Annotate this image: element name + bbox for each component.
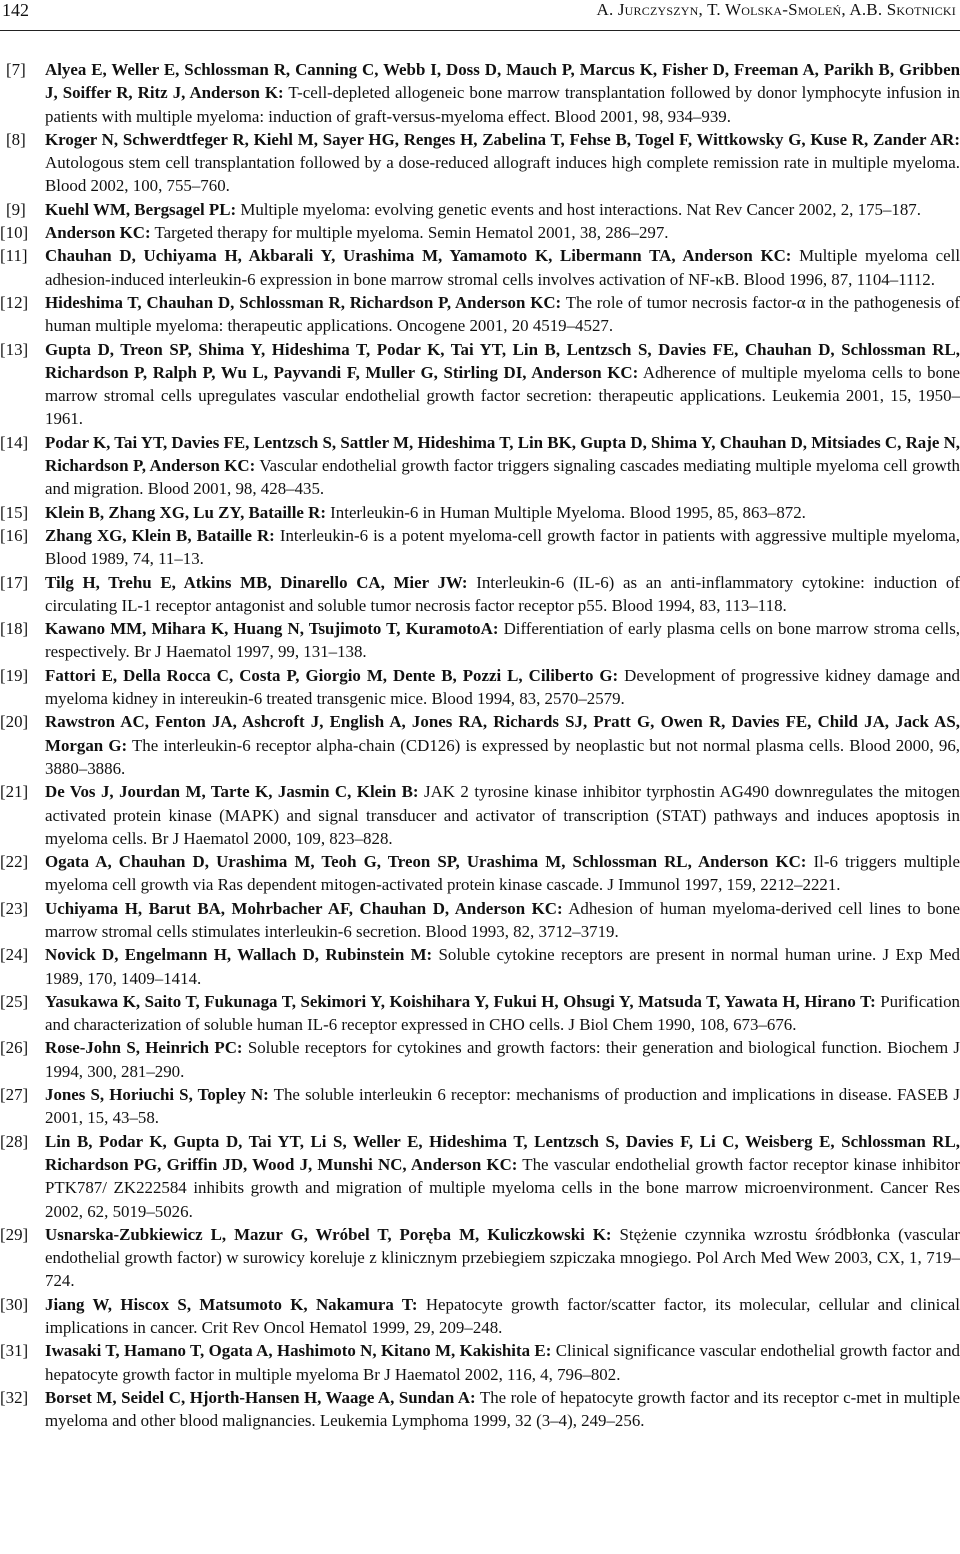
reference-number: [7] (6, 60, 26, 79)
reference-entry (0, 943, 960, 990)
reference-entry (0, 1386, 960, 1433)
reference-authors: Borset M, Seidel C, Hjorth-Hansen H, Waage A, Sundan A: (45, 1387, 476, 1407)
reference-text: Autologous stem cell transplantation followed by a dose-reduced allograft induces high complete remission rate in multiple myeloma. Blood 2002, 100, 755–760. (45, 153, 960, 196)
reference-text: Development of progressive kidney damage and myeloma kidney in intereukin-6 treated transgenic mice. Blood 1994, 83, 2570–2579. (45, 665, 960, 709)
reference-authors: Uchiyama H, Barut BA, Mohrbacher AF, Chauhan D, Anderson KC: (45, 898, 563, 918)
reference-entry (0, 128, 960, 198)
reference-authors: Jones S, Horiuchi S, Topley N: (45, 1085, 269, 1105)
reference-entry (0, 850, 960, 897)
reference-entry (0, 1223, 960, 1293)
reference-authors: Anderson KC: (45, 223, 151, 243)
reference-number: [20] (0, 712, 29, 732)
reference-number: [24] (0, 945, 29, 965)
reference-entry (0, 664, 960, 711)
reference-number: [21] (0, 782, 29, 802)
reference-authors: Novick D, Engelmann H, Wallach D, Rubinstein M: (45, 945, 433, 965)
reference-text: Stężenie czynnika wzrostu śródbłonka (vascular endothelial growth factor) w surowicy koreluje z klinicznym przebiegiem szpiczaka mnogiego. Pol Arch Med Wew 2003, CX, 1, 719–724. (45, 1224, 960, 1291)
reference-authors: Chauhan D, Uchiyama H, Akbarali Y, Urashima M, Yamamoto K, Libermann TA, Anderson KC: (45, 246, 792, 266)
reference-entry (0, 198, 960, 221)
reference-authors: Alyea E, Weller E, Schlossman R, Canning C, Webb I, Doss D, Mauch P, Marcus K, Fisher D, Freeman A, Parikh B, Gribben J, Soiffer R, Ritz J, Anderson K: (45, 60, 960, 103)
reference-authors: Lin B, Podar K, Gupta D, Tai YT, Li S, Weller E, Hideshima T, Lentzsch S, Davies F, Li C, Weisberg E, Schlossman RL, Richardson PG, Griffin JD, Wood J, Munshi NC, Anderson KC: (45, 1131, 960, 1174)
reference-text: The soluble interleukin 6 receptor: mechanisms of production and implications in disease. FASEB J 2001, 15, 43–58. (45, 1085, 960, 1128)
reference-entry (0, 1036, 960, 1083)
reference-authors: Fattori E, Della Rocca C, Costa P, Giorgio M, Dente B, Pozzi L, Ciliberto G: (45, 665, 619, 685)
reference-entry (0, 990, 960, 1037)
reference-text: Targeted therapy for multiple myeloma. Semin Hematol 2001, 38, 286–297. (150, 223, 669, 243)
reference-text: Adherence of multiple myeloma cells to bone marrow stromal cells upregulates vascular endothelial growth factor secretion: therapeutic applications. Leukemia 2001, 15, 1950–1961. (45, 362, 960, 429)
reference-entry (0, 780, 960, 850)
reference-number: [22] (0, 852, 29, 872)
reference-authors: Jiang W, Hiscox S, Matsumoto K, Nakamura T: (45, 1294, 418, 1314)
reference-text: Differentiation of early plasma cells on bone marrow stroma cells, respectively. Br J Haematol 1997, 99, 131–138. (45, 619, 960, 662)
reference-text: Vascular endothelial growth factor triggers signaling cascades mediating multiple myeloma cell growth and migration. Blood 2001, 98, 428–435. (45, 456, 960, 499)
reference-entry (0, 1339, 960, 1386)
reference-number: [25] (0, 991, 29, 1011)
reference-entry (0, 1293, 960, 1340)
reference-entry (0, 617, 960, 664)
reference-authors: Iwasaki T, Hamano T, Ogata A, Hashimoto N, Kitano M, Kakishita E: (45, 1341, 552, 1361)
reference-number: [16] (0, 525, 29, 545)
reference-entry (0, 710, 960, 780)
reference-authors: De Vos J, Jourdan M, Tarte K, Jasmin C, Klein B: (45, 782, 419, 802)
reference-number: [30] (0, 1294, 29, 1314)
reference-number: [14] (0, 432, 29, 452)
reference-number: [19] (0, 665, 29, 685)
reference-number: [13] (0, 339, 29, 359)
reference-text: Clinical significance vascular endothelial growth factor and hepatocyte growth factor in multiple myeloma Br J Haematol 2002, 116, 4, 796–802. (45, 1341, 960, 1384)
reference-text: Hepatocyte growth factor/scatter factor, its molecular, cellular and clinical implications in cancer. Crit Rev Oncol Hematol 1999, 29, 209–248. (45, 1294, 960, 1338)
reference-number: [12] (0, 292, 29, 312)
reference-entry (0, 431, 960, 501)
reference-authors: Rose-John S, Heinrich PC: (45, 1038, 243, 1058)
reference-number: [29] (0, 1224, 29, 1244)
reference-text: Multiple myeloma: evolving genetic events and host interactions. Nat Rev Cancer 2002, 2, 175–187. (236, 199, 921, 219)
reference-list (0, 58, 960, 1433)
reference-entry (0, 221, 960, 244)
reference-number: [23] (0, 898, 29, 918)
reference-authors: Tilg H, Trehu E, Atkins MB, Dinarello CA, Mier JW: (45, 572, 468, 592)
reference-authors: Podar K, Tai YT, Davies FE, Lentzsch S, Sattler M, Hideshima T, Lin BK, Gupta D, Shima Y, Chauhan D, Mitsiades C, Raje N, Richardson P, Anderson KC: (45, 432, 960, 476)
reference-text: The role of hepatocyte growth factor and its receptor c-met in multiple myeloma and other blood malignancies. Leukemia Lymphoma 1999, 32 (3–4), 249–256. (45, 1387, 960, 1431)
reference-entry (0, 524, 960, 571)
reference-number: [15] (0, 502, 29, 522)
reference-number: [31] (0, 1341, 29, 1361)
running-title: A. Jurczyszyn, T. Wolska-Smoleń, A.B. Skotnicki (596, 0, 956, 19)
reference-authors: Kawano MM, Mihara K, Huang N, Tsujimoto T, KuramotoA: (45, 619, 499, 639)
reference-text: Multiple myeloma cell adhesion-induced interleukin-6 expression in bone marrow stromal cells involves activation of NF-κB. Blood 1996, 87, 1104–1112. (45, 246, 960, 289)
reference-number: [10] (0, 223, 29, 243)
reference-number: [32] (0, 1387, 29, 1407)
reference-number: [27] (0, 1085, 29, 1105)
reference-entry (0, 338, 960, 431)
page-header (0, 0, 960, 31)
reference-entry (0, 897, 960, 944)
reference-entry (0, 244, 960, 291)
reference-number: [28] (0, 1131, 29, 1151)
reference-authors: Rawstron AC, Fenton JA, Ashcroft J, English A, Jones RA, Richards SJ, Pratt G, Owen R, Davies FE, Child JA, Jack AS, Morgan G: (45, 712, 960, 755)
reference-authors: Ogata A, Chauhan D, Urashima M, Teoh G, Treon SP, Urashima M, Schlossman RL, Anderson KC: (45, 852, 807, 872)
reference-text: JAK 2 tyrosine kinase inhibitor tyrphostin AG490 downregulates the mitogen activated protein kinase (MAPK) and signal transducer and activator of transcription (STAT) pathways and induces apoptosis in myeloma cells. Br J Haematol 2000, 109, 823–828. (45, 782, 960, 848)
reference-text: The vascular endothelial growth factor receptor kinase inhibitor PTK787/ ZK222584 inhibits growth and migration of multiple myeloma cells in the bone marrow microenvironment. Cancer Res 2002, 62, 5019–5026. (45, 1154, 960, 1221)
reference-entry (0, 501, 960, 524)
reference-number: [11] (0, 246, 28, 266)
reference-entry (0, 58, 960, 128)
reference-authors: Usnarska-Zubkiewicz L, Mazur G, Wróbel T, Poręba M, Kuliczkowski K: (45, 1224, 612, 1244)
reference-text: Interleukin-6 (IL-6) as an anti-inflammatory cytokine: induction of circulating IL-1 receptor antagonist and soluble tumor necrosis factor receptor p55. Blood 1994, 83, 113–118. (45, 572, 960, 615)
reference-authors: Kuehl WM, Bergsagel PL: (45, 199, 237, 219)
reference-number: [8] (6, 129, 26, 149)
reference-text: Soluble receptors for cytokines and growth factors: their generation and biological function. Biochem J 1994, 300, 281–290. (45, 1038, 960, 1081)
reference-text: Interleukin-6 is a potent myeloma-cell growth factor in patients with aggressive multiple myeloma, Blood 1989, 74, 11–13. (45, 525, 960, 569)
reference-number: [18] (0, 619, 29, 639)
reference-authors: Kroger N, Schwerdtfeger R, Kiehl M, Sayer HG, Renges H, Zabelina T, Fehse B, Togel F, Wittkowsky G, Kuse R, Zander AR: (45, 129, 960, 149)
reference-authors: Hideshima T, Chauhan D, Schlossman R, Richardson P, Anderson KC: (45, 292, 562, 312)
reference-text: The role of tumor necrosis factor-α in the pathogenesis of human multiple myeloma: therapeutic applications. Oncogene 2001, 20 4519–4527. (45, 292, 960, 336)
reference-entry (0, 291, 960, 338)
reference-authors: Zhang XG, Klein B, Bataille R: (45, 525, 275, 545)
reference-number: [9] (6, 199, 26, 219)
reference-text: Purification and characterization of soluble human IL-6 receptor expressed in CHO cells. J Biol Chem 1990, 108, 673–676. (45, 991, 960, 1035)
reference-entry (0, 1083, 960, 1130)
reference-text: Soluble cytokine receptors are present in normal human urine. J Exp Med 1989, 170, 1409–1414. (45, 945, 960, 988)
reference-authors: Gupta D, Treon SP, Shima Y, Hideshima T, Podar K, Tai YT, Lin B, Lentzsch S, Davies FE, Chauhan D, Schlossman RL, Richardson P, Ralph P, Wu L, Payvandi F, Muller G, Stirling DI, Anderson KC: (45, 339, 960, 382)
reference-number: [17] (0, 572, 29, 592)
reference-text: The interleukin-6 receptor alpha-chain (CD126) is expressed by neoplastic but not normal plasma cells. Blood 2000, 96, 3880–3886. (45, 735, 960, 778)
reference-authors: Yasukawa K, Saito T, Fukunaga T, Sekimori Y, Koishihara Y, Fukui H, Ohsugi Y, Matsuda T, Yawata H, Hirano T: (45, 991, 876, 1011)
reference-entry (0, 1130, 960, 1223)
page-number: 142 (2, 0, 29, 20)
reference-text: Interleukin-6 in Human Multiple Myeloma. Blood 1995, 85, 863–872. (325, 502, 806, 522)
reference-number: [26] (0, 1038, 29, 1058)
reference-entry (0, 571, 960, 618)
reference-text: Adhesion of human myeloma-derived cell lines to bone marrow stromal cells stimulates interleukin-6 secretion. Blood 1993, 82, 3712–3719. (45, 898, 960, 941)
reference-text: Il-6 triggers multiple myeloma cell growth via Ras dependent mitogen-activated protein kinase cascade. J Immunol 1997, 159, 2212–2221. (45, 852, 960, 895)
reference-text: T-cell-depleted allogeneic bone marrow transplantation followed by donor lymphocyte infusion in patients with multiple myeloma: induction of graft-versus-myeloma effect. Blood 2001, 98, 934–939. (45, 83, 960, 126)
reference-authors: Klein B, Zhang XG, Lu ZY, Bataille R: (45, 502, 326, 522)
